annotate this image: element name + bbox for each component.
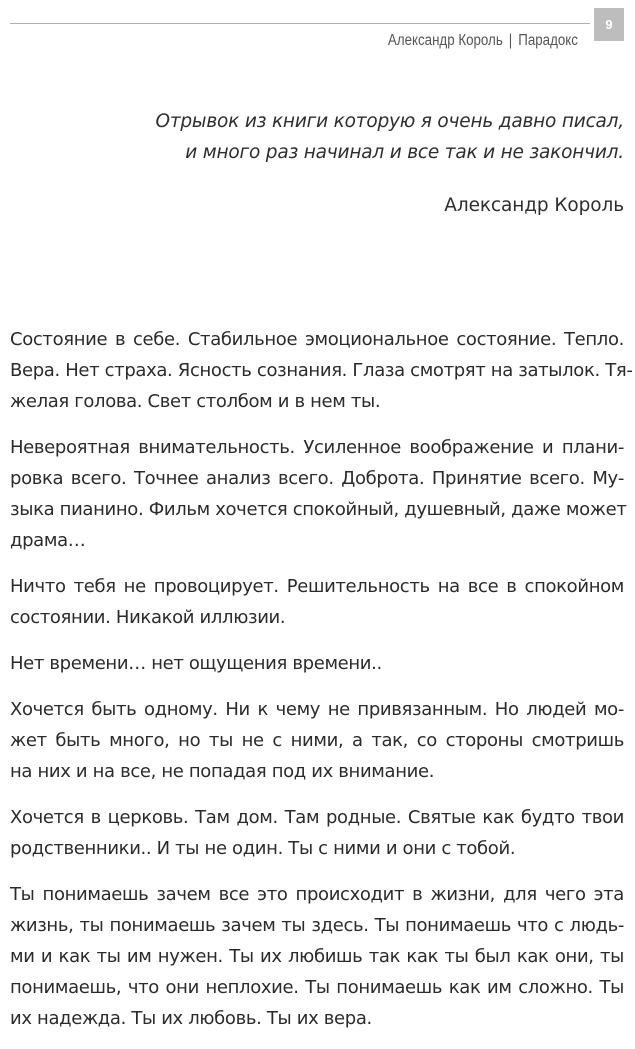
text-line: жет быть много, но ты не с ними, а так, со стороны смотришь [10, 730, 624, 751]
text-line: понимаешь, что они неплохие. Ты понимаешь как им сложно. Ты [10, 977, 624, 998]
text-line: зыка пианино. Фильм хочется спокойный, душевный, даже может [10, 499, 627, 520]
text-line: родственники.. И ты не один. Ты с ними и они с тобой. [10, 838, 516, 859]
epigraph-line: Отрывок из книги которую я очень давно писал, [155, 111, 624, 132]
epigraph [64, 106, 624, 221]
text-line: Ты понимаешь зачем все это происходит в жизни, для чего эта [10, 884, 624, 905]
paragraph [10, 324, 633, 417]
epigraph-author: Александр Король [444, 195, 624, 216]
body-text [10, 324, 633, 1049]
text-line: Ничто тебя не провоцирует. Решительность на все в спокойном [10, 576, 624, 597]
paragraph [10, 648, 624, 679]
text-line: их надежда. Ты их любовь. Ты их вера. [10, 1008, 372, 1029]
text-line: драма… [10, 530, 86, 551]
text-line: Состояние в себе. Стабильное эмоциональное состояние. Тепло. [10, 329, 624, 350]
running-head [388, 32, 578, 50]
text-line: ми и как ты им нужен. Ты их любишь так как ты был как они, ты [10, 946, 624, 967]
text-line: состоянии. Никакой иллюзии. [10, 607, 286, 628]
paragraph [10, 432, 627, 556]
paragraph [10, 571, 624, 633]
text-line: желая голова. Свет столбом и в нем ты. [10, 391, 381, 412]
header-rule [10, 23, 590, 24]
text-line: ровка всего. Точнее анализ всего. Доброта. Принятие всего. Му- [10, 468, 624, 489]
page-number-badge: 9 [594, 8, 624, 41]
paragraph [10, 879, 624, 1034]
running-head-title: Парадокс [518, 32, 578, 49]
text-line: жизнь, ты понимаешь зачем ты здесь. Ты понимаешь что с людь- [10, 915, 624, 936]
paragraph [10, 694, 624, 787]
paragraph [10, 802, 624, 864]
text-line: на них и на все, не попадая под их внимание. [10, 761, 435, 782]
epigraph-line: и много раз начинал и все так и не закончил. [185, 142, 624, 163]
text-line: Хочется в церковь. Там дом. Там родные. Святые как будто твои [10, 807, 624, 828]
running-head-separator: | [508, 32, 513, 49]
text-line: Невероятная внимательность. Усиленное воображение и плани- [10, 437, 624, 458]
text-line: Вера. Нет страха. Ясность сознания. Глаза смотрят на затылок. Тя- [10, 360, 633, 381]
text-line: Хочется быть одному. Ни к чему не привязанным. Но людей мо- [10, 699, 624, 720]
running-head-author: Александр Король [387, 32, 503, 49]
text-line: Нет времени… нет ощущения времени.. [10, 653, 382, 674]
